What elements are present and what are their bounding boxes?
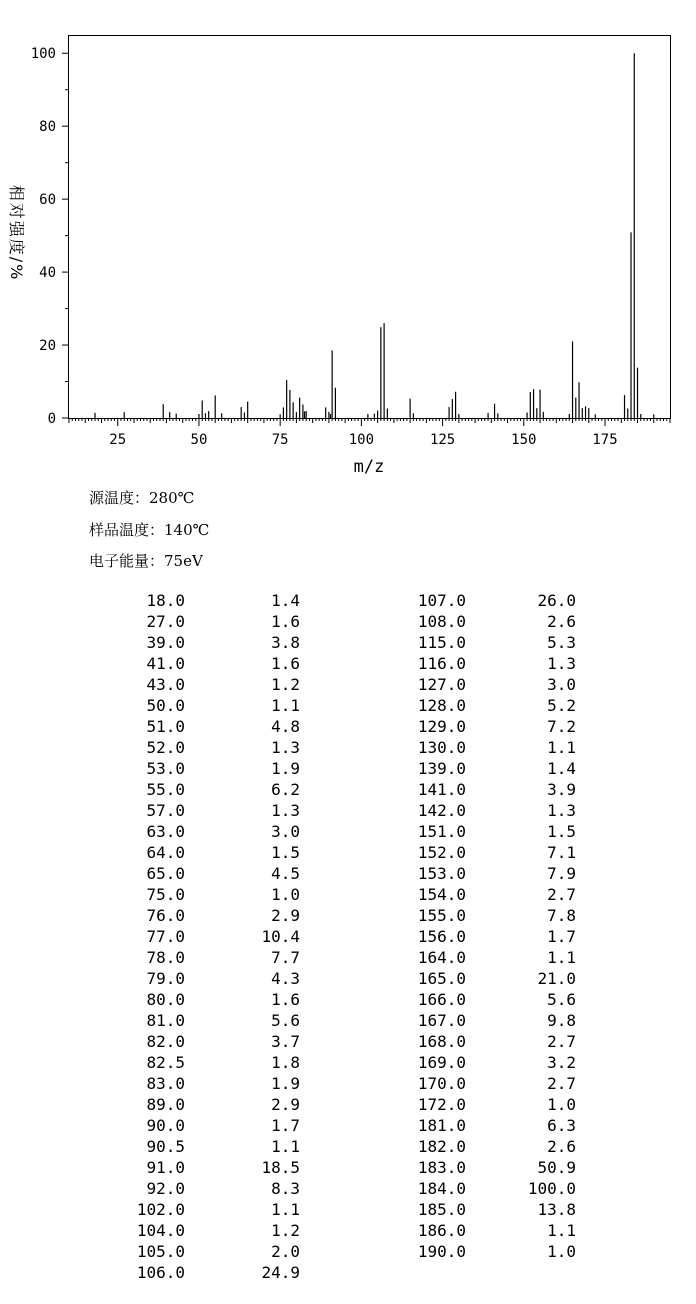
peak-abundance: 1.7 xyxy=(271,1116,300,1135)
peak-row xyxy=(300,1115,576,1136)
peak-row xyxy=(0,821,300,842)
peak-mz: 65.0 xyxy=(146,864,185,883)
peak-row xyxy=(0,590,300,611)
peak-row xyxy=(300,1178,576,1199)
peak-row xyxy=(300,779,576,800)
peak-abundance: 18.5 xyxy=(261,1158,300,1177)
peak-mz: 185.0 xyxy=(417,1200,466,1219)
peak-row xyxy=(0,632,300,653)
y-tick-label: 40 xyxy=(39,265,56,282)
peak-row xyxy=(300,926,576,947)
peak-mz: 170.0 xyxy=(417,1074,466,1093)
peak-row xyxy=(300,884,576,905)
peak-mz: 108.0 xyxy=(417,612,466,631)
peak-row xyxy=(0,1262,300,1283)
peak-abundance: 6.3 xyxy=(547,1116,576,1135)
peak-row xyxy=(300,758,576,779)
peak-abundance: 1.3 xyxy=(271,738,300,757)
peak-row xyxy=(300,674,576,695)
peak-abundance: 1.1 xyxy=(547,948,576,967)
peak-row xyxy=(300,1031,576,1052)
peak-mz: 52.0 xyxy=(146,738,185,757)
peak-row xyxy=(0,863,300,884)
peak-abundance: 26.0 xyxy=(537,591,576,610)
peak-row xyxy=(0,611,300,632)
peak-row xyxy=(0,1052,300,1073)
peak-abundance: 2.7 xyxy=(547,1032,576,1051)
peak-abundance: 2.6 xyxy=(547,612,576,631)
peak-mz: 153.0 xyxy=(417,864,466,883)
peak-abundance: 50.9 xyxy=(537,1158,576,1177)
peak-abundance: 1.8 xyxy=(271,1053,300,1072)
peak-mz: 81.0 xyxy=(146,1011,185,1030)
peak-row xyxy=(0,716,300,737)
peak-mz: 64.0 xyxy=(146,843,185,862)
peak-row xyxy=(300,1010,576,1031)
peak-abundance: 1.5 xyxy=(547,822,576,841)
y-tick-label: 60 xyxy=(39,192,56,209)
x-tick-label: 50 xyxy=(190,432,208,448)
peak-row xyxy=(0,842,300,863)
peak-mz: 169.0 xyxy=(417,1053,466,1072)
peak-abundance: 1.4 xyxy=(547,759,576,778)
peak-row xyxy=(300,1157,576,1178)
peak-abundance: 5.2 xyxy=(547,696,576,715)
peak-row xyxy=(300,611,576,632)
peak-abundance: 3.2 xyxy=(547,1053,576,1072)
peak-abundance: 1.0 xyxy=(547,1095,576,1114)
peak-mz: 77.0 xyxy=(146,927,185,946)
peak-abundance: 1.9 xyxy=(271,1074,300,1093)
peak-mz: 82.0 xyxy=(146,1032,185,1051)
peak-abundance: 6.2 xyxy=(271,780,300,799)
peak-abundance: 8.3 xyxy=(271,1179,300,1198)
peak-mz: 76.0 xyxy=(146,906,185,925)
peak-mz: 106.0 xyxy=(136,1263,185,1282)
peak-abundance: 7.2 xyxy=(547,717,576,736)
peak-mz: 166.0 xyxy=(417,990,466,1009)
peak-mz: 91.0 xyxy=(146,1158,185,1177)
peak-mz: 154.0 xyxy=(417,885,466,904)
y-tick-label: 100 xyxy=(30,46,56,63)
peak-abundance: 7.1 xyxy=(547,843,576,862)
peak-mz: 92.0 xyxy=(146,1179,185,1198)
peak-row xyxy=(300,590,576,611)
peak-abundance: 7.9 xyxy=(547,864,576,883)
peak-abundance: 1.0 xyxy=(547,1242,576,1261)
peak-mz: 55.0 xyxy=(146,780,185,799)
peak-abundance: 1.4 xyxy=(271,591,300,610)
peak-abundance: 1.6 xyxy=(271,990,300,1009)
peak-mz: 57.0 xyxy=(146,801,185,820)
peak-mz: 51.0 xyxy=(146,717,185,736)
peak-row xyxy=(0,674,300,695)
peak-abundance: 100.0 xyxy=(527,1179,576,1198)
peak-mz: 78.0 xyxy=(146,948,185,967)
peak-mz: 127.0 xyxy=(417,675,466,694)
electron-energy: 电子能量：75eV xyxy=(89,552,203,570)
peak-abundance: 10.4 xyxy=(261,927,300,946)
mass-spectrum-chart xyxy=(0,0,696,480)
peak-abundance: 2.9 xyxy=(271,1095,300,1114)
peak-row xyxy=(0,758,300,779)
y-tick-label: 0 xyxy=(47,411,56,427)
peak-mz: 155.0 xyxy=(417,906,466,925)
peak-row xyxy=(300,1052,576,1073)
x-tick-label: 150 xyxy=(511,432,537,448)
y-axis xyxy=(31,46,69,427)
peak-mz: 182.0 xyxy=(417,1137,466,1156)
x-tick-label: 100 xyxy=(348,432,375,448)
y-axis-label: 相对强度/% xyxy=(7,184,26,282)
peak-row xyxy=(0,1010,300,1031)
peak-mz: 172.0 xyxy=(417,1095,466,1114)
peak-row xyxy=(300,968,576,989)
peak-row xyxy=(0,653,300,674)
peak-mz: 142.0 xyxy=(417,801,466,820)
peak-abundance: 1.0 xyxy=(271,885,300,904)
peak-mz: 152.0 xyxy=(417,843,466,862)
peak-row xyxy=(300,1220,576,1241)
peak-abundance: 1.3 xyxy=(547,801,576,820)
peak-row xyxy=(300,1073,576,1094)
peak-mz: 89.0 xyxy=(146,1095,185,1114)
peak-mz: 181.0 xyxy=(417,1116,466,1135)
peak-abundance: 1.1 xyxy=(271,1137,300,1156)
peak-abundance: 24.9 xyxy=(261,1263,300,1282)
peak-mz: 18.0 xyxy=(146,591,185,610)
peak-abundance: 1.2 xyxy=(271,1221,300,1240)
peak-row xyxy=(300,716,576,737)
peak-mz: 79.0 xyxy=(146,969,185,988)
peak-mz: 168.0 xyxy=(417,1032,466,1051)
peak-bars xyxy=(95,53,654,418)
peak-abundance: 9.8 xyxy=(547,1011,576,1030)
peak-mz: 63.0 xyxy=(146,822,185,841)
y-tick-label: 80 xyxy=(39,119,56,136)
peak-abundance: 1.3 xyxy=(547,654,576,673)
peak-abundance: 5.6 xyxy=(547,990,576,1009)
peak-mz: 116.0 xyxy=(417,654,466,673)
peak-table-right xyxy=(300,590,576,1262)
peak-row xyxy=(0,1073,300,1094)
peak-row xyxy=(0,1220,300,1241)
peak-mz: 165.0 xyxy=(417,969,466,988)
peak-abundance: 13.8 xyxy=(537,1200,576,1219)
peak-row xyxy=(0,1178,300,1199)
peak-row xyxy=(300,653,576,674)
source-temperature: 源温度：280℃ xyxy=(89,489,195,507)
peak-mz: 151.0 xyxy=(417,822,466,841)
peak-abundance: 1.2 xyxy=(271,675,300,694)
peak-row xyxy=(300,821,576,842)
peak-row xyxy=(0,1115,300,1136)
peak-mz: 53.0 xyxy=(146,759,185,778)
peak-mz: 75.0 xyxy=(146,885,185,904)
peak-row xyxy=(0,1157,300,1178)
peak-row xyxy=(0,1241,300,1262)
peak-abundance: 5.6 xyxy=(271,1011,300,1030)
peak-row xyxy=(0,989,300,1010)
peak-row xyxy=(300,1241,576,1262)
peak-mz: 105.0 xyxy=(136,1242,185,1261)
peak-mz: 115.0 xyxy=(417,633,466,652)
peak-row xyxy=(300,800,576,821)
x-tick-label: 75 xyxy=(271,432,289,448)
peak-row xyxy=(300,863,576,884)
sample-temperature: 样品温度：140℃ xyxy=(89,521,210,539)
peak-abundance: 1.6 xyxy=(271,612,300,631)
peak-mz: 141.0 xyxy=(417,780,466,799)
peak-row xyxy=(300,632,576,653)
peak-mz: 83.0 xyxy=(146,1074,185,1093)
x-tick-label: 125 xyxy=(429,432,456,448)
peak-row xyxy=(0,1031,300,1052)
peak-row xyxy=(0,926,300,947)
peak-abundance: 1.5 xyxy=(271,843,300,862)
peak-mz: 82.5 xyxy=(146,1053,185,1072)
peak-abundance: 3.8 xyxy=(271,633,300,652)
peak-abundance: 2.7 xyxy=(547,885,576,904)
peak-table-left xyxy=(0,590,300,1283)
peak-mz: 39.0 xyxy=(146,633,185,652)
peak-abundance: 1.9 xyxy=(271,759,300,778)
peak-row xyxy=(0,947,300,968)
peak-row xyxy=(0,1199,300,1220)
peak-mz: 104.0 xyxy=(136,1221,185,1240)
peak-mz: 43.0 xyxy=(146,675,185,694)
peak-mz: 184.0 xyxy=(417,1179,466,1198)
peak-mz: 130.0 xyxy=(417,738,466,757)
peak-mz: 183.0 xyxy=(417,1158,466,1177)
x-tick-label: 175 xyxy=(592,432,618,448)
peak-abundance: 7.8 xyxy=(547,906,576,925)
peak-abundance: 1.1 xyxy=(547,1221,576,1240)
peak-abundance: 4.3 xyxy=(271,969,300,988)
peak-row xyxy=(300,695,576,716)
peak-abundance: 2.9 xyxy=(271,906,300,925)
peak-mz: 41.0 xyxy=(146,654,185,673)
peak-abundance: 3.0 xyxy=(547,675,576,694)
peak-mz: 156.0 xyxy=(417,927,466,946)
peak-abundance: 3.9 xyxy=(547,780,576,799)
peak-row xyxy=(0,779,300,800)
peak-row xyxy=(300,1094,576,1115)
peak-mz: 190.0 xyxy=(417,1242,466,1261)
peak-mz: 139.0 xyxy=(417,759,466,778)
peak-row xyxy=(300,905,576,926)
x-axis xyxy=(69,418,670,448)
peak-mz: 102.0 xyxy=(136,1200,185,1219)
peak-row xyxy=(300,842,576,863)
peak-row xyxy=(0,695,300,716)
peak-mz: 107.0 xyxy=(417,591,466,610)
peak-mz: 186.0 xyxy=(417,1221,466,1240)
peak-abundance: 21.0 xyxy=(537,969,576,988)
y-tick-label: 20 xyxy=(39,338,56,355)
plot-frame xyxy=(69,36,671,419)
peak-abundance: 1.1 xyxy=(547,738,576,757)
peak-mz: 167.0 xyxy=(417,1011,466,1030)
x-axis-label: m/z xyxy=(353,457,385,477)
peak-abundance: 1.1 xyxy=(271,1200,300,1219)
peak-abundance: 7.7 xyxy=(271,948,300,967)
peak-mz: 90.5 xyxy=(146,1137,185,1156)
peak-abundance: 2.7 xyxy=(547,1074,576,1093)
peak-abundance: 1.7 xyxy=(547,927,576,946)
peak-abundance: 3.0 xyxy=(271,822,300,841)
peak-abundance: 5.3 xyxy=(547,633,576,652)
peak-abundance: 1.3 xyxy=(271,801,300,820)
peak-abundance: 1.6 xyxy=(271,654,300,673)
peak-mz: 27.0 xyxy=(146,612,185,631)
peak-row xyxy=(0,905,300,926)
peak-abundance: 4.8 xyxy=(271,717,300,736)
peak-abundance: 3.7 xyxy=(271,1032,300,1051)
peak-row xyxy=(0,1094,300,1115)
peak-mz: 50.0 xyxy=(146,696,185,715)
peak-row xyxy=(300,1136,576,1157)
peak-abundance: 2.6 xyxy=(547,1137,576,1156)
peak-mz: 164.0 xyxy=(417,948,466,967)
peak-row xyxy=(300,1199,576,1220)
peak-mz: 128.0 xyxy=(417,696,466,715)
peak-row xyxy=(0,968,300,989)
peak-row xyxy=(0,884,300,905)
peak-abundance: 4.5 xyxy=(271,864,300,883)
peak-row xyxy=(300,989,576,1010)
peak-abundance: 1.1 xyxy=(271,696,300,715)
peak-mz: 90.0 xyxy=(146,1116,185,1135)
peak-row xyxy=(0,1136,300,1157)
peak-row xyxy=(300,737,576,758)
peak-row xyxy=(0,737,300,758)
x-tick-label: 25 xyxy=(109,432,127,448)
peak-mz: 129.0 xyxy=(417,717,466,736)
peak-row xyxy=(0,800,300,821)
peak-mz: 80.0 xyxy=(146,990,185,1009)
peak-abundance: 2.0 xyxy=(271,1242,300,1261)
peak-row xyxy=(300,947,576,968)
